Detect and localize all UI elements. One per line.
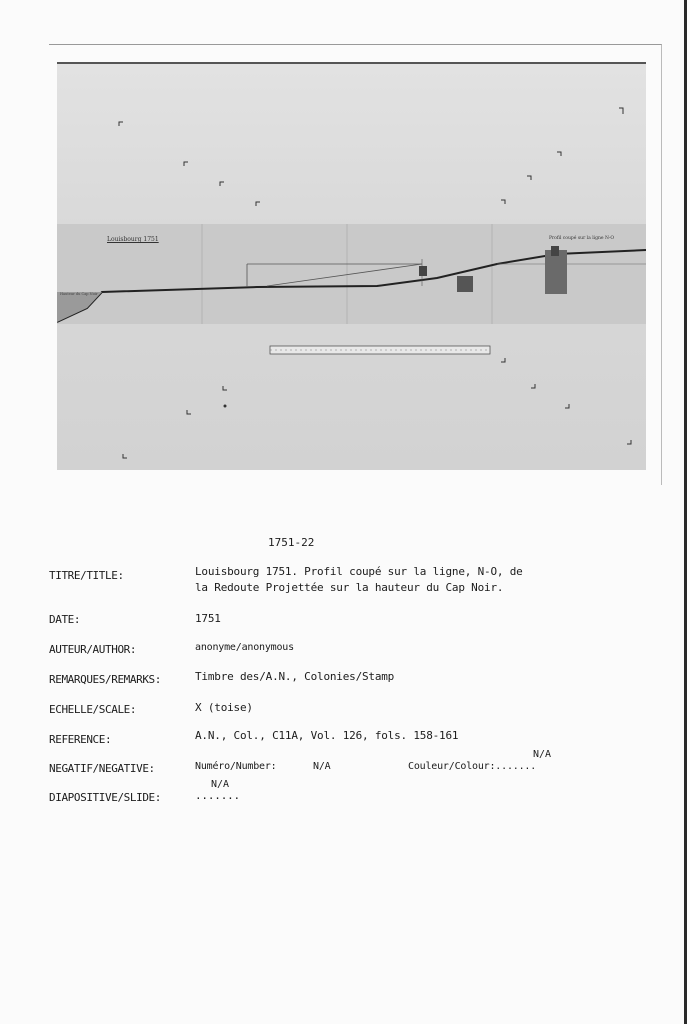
corner-mark [565, 404, 569, 408]
slide-dots: ....... [195, 789, 240, 802]
corner-mark [557, 152, 561, 156]
corner-mark [119, 122, 123, 126]
remarks-label: REMARQUES/REMARKS: [49, 673, 162, 686]
corner-mark [619, 108, 623, 114]
corner-mark [501, 200, 505, 204]
wall-structure [545, 250, 567, 294]
reference-label: REFERENCE: [49, 733, 112, 746]
colour-value: N/A [533, 749, 552, 760]
dot-mark [224, 405, 227, 408]
number-label: Numéro/Number: [195, 761, 277, 772]
scale-label: ECHELLE/SCALE: [49, 703, 137, 716]
corner-mark [184, 162, 188, 166]
colour-label: Couleur/Colour:....... [408, 761, 537, 772]
marker-post [419, 266, 427, 276]
negative-label: NEGATIF/NEGATIVE: [49, 762, 155, 775]
corner-mark [501, 358, 505, 362]
title-label: TITRE/TITLE: [49, 569, 124, 582]
profile-drawing [57, 64, 646, 470]
corner-mark [187, 410, 191, 414]
map-photograph [57, 62, 646, 470]
map-title: Louisbourg 1751 [107, 236, 159, 243]
wall-cap [551, 246, 559, 256]
date-label: DATE: [49, 613, 81, 626]
title-line-1: Louisbourg 1751. Profil coupé sur la ligne, N-O, de [195, 565, 523, 578]
remarks-value: Timbre des/A.N., Colonies/Stamp [195, 670, 395, 683]
number-value: N/A [313, 761, 331, 772]
corner-mark [223, 386, 227, 390]
map-side-note: Hauteur du Cap Noir [60, 292, 98, 296]
author-value: anonyme/anonymous [195, 642, 294, 653]
author-label: AUTEUR/AUTHOR: [49, 643, 137, 656]
redoubt-structure [457, 276, 473, 292]
scale-value: X (toise) [195, 701, 253, 714]
slide-value: N/A [211, 779, 230, 790]
slide-label: DIAPOSITIVE/SLIDE: [49, 791, 162, 804]
corner-mark [220, 182, 224, 186]
corner-mark [123, 454, 127, 458]
map-profile-label: Profil coupé sur la ligne N-O [549, 236, 615, 241]
date-value: 1751 [195, 612, 221, 625]
corner-mark [256, 202, 260, 206]
record-id: 1751-22 [268, 536, 315, 549]
corner-mark [627, 440, 631, 444]
title-line-2: la Redoute Projettée sur la hauteur du Cap Noir. [195, 581, 504, 594]
corner-mark [531, 384, 535, 388]
reference-value: A.N., Col., C11A, Vol. 126, fols. 158-161 [195, 729, 459, 742]
corner-mark [527, 176, 531, 180]
